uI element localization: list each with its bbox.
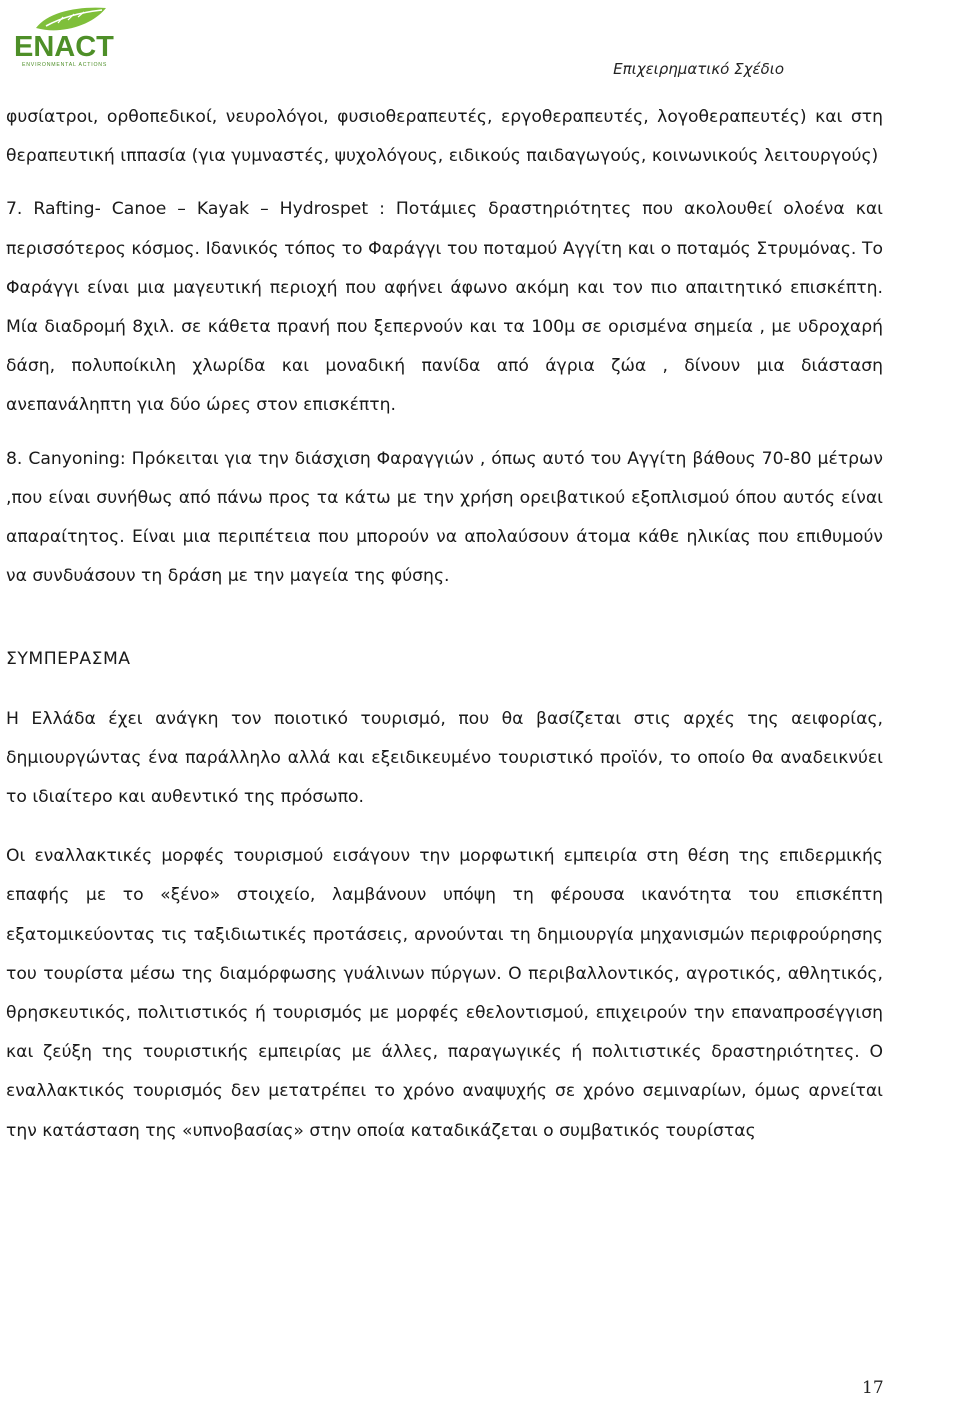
- logo-graphic: [8, 4, 116, 74]
- logo-wordmark: ENACT: [14, 31, 114, 63]
- paragraph-conclusion-1: Η Ελλάδα έχει ανάγκη τον ποιοτικό τουρισμό, που θα βασίζεται στις αρχές της αειφορίας, δημιουργώντας ένα παράλληλο αλλά και εξειδικευμένο τουριστικό προϊόν, το οποίο θα αναδεικνύει το ιδιαίτερο και αυθεντικό της πρόσωπο.: [6, 708, 883, 808]
- enact-logo: [8, 4, 116, 74]
- page-body: [6, 98, 883, 1151]
- paragraph-conclusion-2: Οι εναλλακτικές μορφές τουρισμού εισάγουν την μορφωτική εμπειρία στη θέση της επιδερμικής επαφής με το «ξένο» στοιχείο, λαμβάνουν υπόψη τη φέρουσα ικανότητα του επισκέπτη εξατομικεύοντας τις ταξιδιωτικές προτάσεις, αρνούνται τη δημιουργία μηχανισμών περιφρούρησης του τουρίστα μέσω της διαμόρφωσης γυάλινων πύργων. Ο περιβαλλοντικός, αγροτικός, αθλητικός, θρησκευτικός, πολιτιστικός ή τουρισμός με μορφές εθελοντισμού, επιχειρούν την επαναπροσέγγιση και ζεύξη της τουριστικής εμπειρίας με άλλες, παραγωγικές ή πολιτιστικές δραστηριότητες. Ο εναλλακτικός τουρισμός δεν μετατρέπει το χρόνο αναψυχής σε χρόνο σεμιναρίων, όμως αρνείται την κατάσταση της «υπνοβασίας» στην οποία καταδικάζεται ο συμβατικός τουρίστας: [6, 846, 883, 1141]
- paragraph-item-7: 7. Rafting- Canoe – Kayak – Hydrospet : Ποτάμιες δραστηριότητες που ακολουθεί ολοένα και περισσότερος κόσμος. Ιδανικός τόπος το Φαράγγι του ποταμού Αγγίτη και ο ποταμός Στρυμόνας. Το Φαράγγι είναι μια μαγευτική περιοχή που αφήνει άφωνο ακόμη και τον πιο απαιτητικό επισκέπτη. Μία διαδρομή 8χιλ. σε κάθετα πρανή που ξεπερνούν και τα 100μ σε ορισμένα σημεία , με υδροχαρή δάση, πολυποίκιλη χλωρίδα και μοναδική πανίδα από άγρια ζώα , δίνουν μια διάσταση ανεπανάληπτη για δύο ώρες στον επισκέπτη.: [6, 199, 883, 416]
- page-header: [0, 0, 960, 84]
- paragraph-continuation: φυσίατροι, ορθοπεδικοί, νευρολόγοι, φυσιοθεραπευτές, εργοθεραπευτές, λογοθεραπευτές) και στη θεραπευτική ιππασία (για γυμναστές, ψυχολόγους, ειδικούς παιδαγωγούς, κοινωνικούς λειτουργούς): [6, 107, 883, 167]
- paragraph-item-8: 8. Canyoning: Πρόκειται για την διάσχιση Φαραγγιών , όπως αυτό του Αγγίτη βάθους 70-80 μέτρων ,που είναι συνήθως από πάνω προς τα κάτω με την χρήση ορειβατικού εξοπλισμού όπου αυτός είναι απαραίτητος. Είναι μια περιπέτεια που μπορούν να απολαύσουν άτομα κάθε ηλικίας που επιθυμούν να συνδυάσουν τη δράση με την μαγεία της φύσης.: [6, 448, 883, 587]
- document-title: Επιχειρηματικό Σχέδιο: [613, 60, 784, 78]
- section-heading: ΣΥΜΠΕΡΑΣΜΑ: [6, 649, 131, 670]
- logo-subtext: ENVIRONMENTAL ACTIONS: [22, 62, 108, 68]
- page-number: 17: [862, 1378, 884, 1398]
